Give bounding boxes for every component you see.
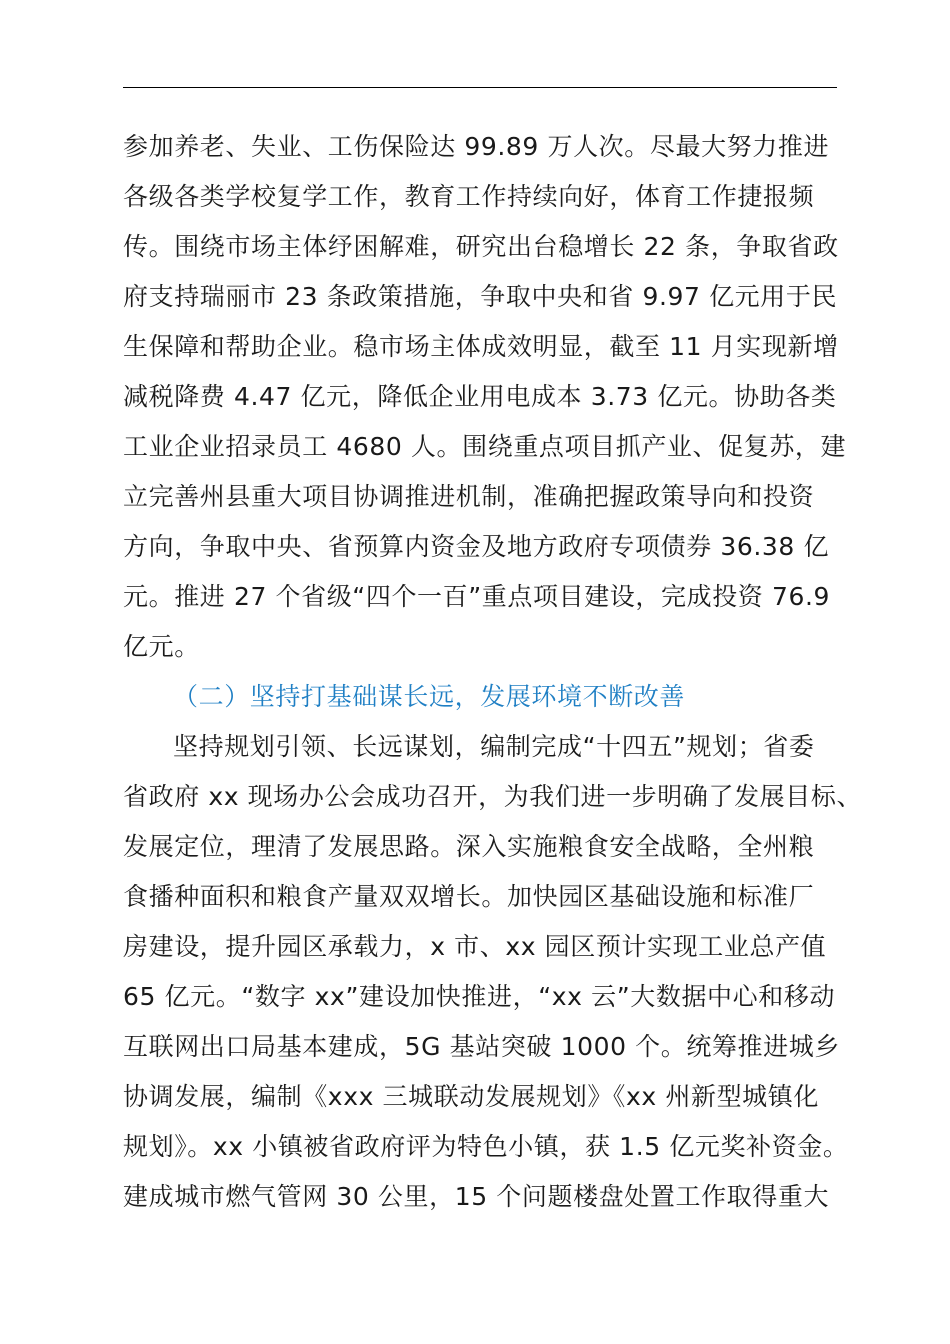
text-line: 食播种面积和粮食产量双双增长。加快园区基础设施和标准厂 bbox=[123, 882, 815, 911]
text-line: 省政府 xx 现场办公会成功召开，为我们进一步明确了发展目标、 bbox=[123, 782, 863, 811]
text-line: 协调发展，编制《xxx 三城联动发展规划》《xx 州新型城镇化 bbox=[123, 1082, 819, 1111]
section-heading: （二）坚持打基础谋长远，发展环境不断改善 bbox=[173, 682, 686, 711]
text-line: 府支持瑞丽市 23 条政策措施，争取中央和省 9.97 亿元用于民 bbox=[123, 282, 838, 311]
text-line: 互联网出口局基本建成，5G 基站突破 1000 个。统筹推进城乡 bbox=[123, 1032, 840, 1061]
text-line: 参加养老、失业、工伤保险达 99.89 万人次。尽最大努力推进 bbox=[123, 132, 830, 161]
header-rule bbox=[123, 87, 837, 88]
text-line: 发展定位，理清了发展思路。深入实施粮食安全战略，全州粮 bbox=[123, 832, 815, 861]
text-line: 规划》。xx 小镇被省政府评为特色小镇，获 1.5 亿元奖补资金。 bbox=[123, 1132, 849, 1161]
text-line: 方向，争取中央、省预算内资金及地方政府专项债券 36.38 亿 bbox=[123, 532, 830, 561]
text-line: 生保障和帮助企业。稳市场主体成效明显，截至 11 月实现新增 bbox=[123, 332, 839, 361]
text-line: 房建设，提升园区承载力，x 市、xx 园区预计实现工业总产值 bbox=[123, 932, 827, 961]
text-line: 亿元。 bbox=[123, 632, 200, 661]
text-line: 建成城市燃气管网 30 公里，15 个问题楼盘处置工作取得重大 bbox=[123, 1182, 830, 1211]
text-line: 立完善州县重大项目协调推进机制，准确把握政策导向和投资 bbox=[123, 482, 815, 511]
text-line: 传。围绕市场主体纾困解难，研究出台稳增长 22 条，争取省政 bbox=[123, 232, 839, 261]
text-line: 各级各类学校复学工作，教育工作持续向好，体育工作捷报频 bbox=[123, 182, 815, 211]
text-line: 减税降费 4.47 亿元，降低企业用电成本 3.73 亿元。协助各类 bbox=[123, 382, 837, 411]
text-line: 坚持规划引领、长远谋划，编制完成“十四五”规划；省委 bbox=[173, 732, 815, 761]
text-line: 65 亿元。“数字 xx”建设加快推进，“xx 云”大数据中心和移动 bbox=[123, 982, 836, 1011]
text-line: 工业企业招录员工 4680 人。围绕重点项目抓产业、促复苏，建 bbox=[123, 432, 847, 461]
text-line: 元。推进 27 个省级“四个一百”重点项目建设，完成投资 76.9 bbox=[123, 582, 831, 611]
